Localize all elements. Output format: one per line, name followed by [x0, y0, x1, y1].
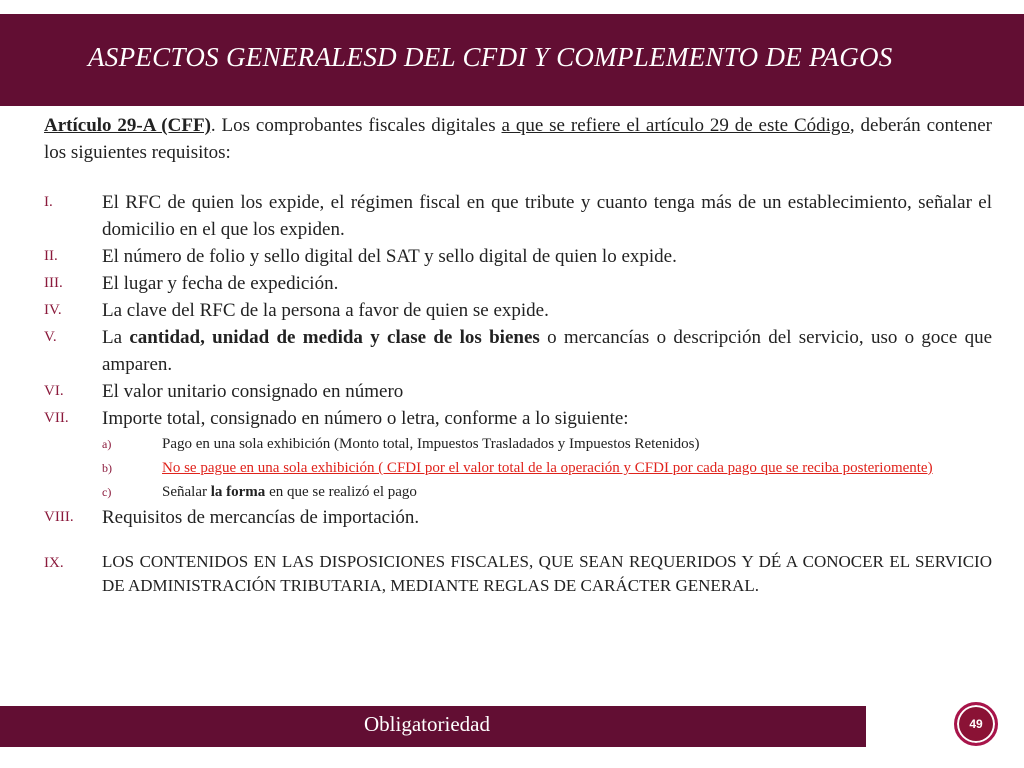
item-text-post: o mercancías o descripción del servicio, uso o goce que amparen. [102, 327, 993, 375]
item-number: VI. [44, 383, 64, 399]
requirement-item [44, 189, 992, 243]
requirement-item [44, 297, 992, 324]
requirement-item [44, 378, 992, 405]
sub-item-text-bold: la forma [210, 484, 266, 500]
sub-item-text: Pago en una sola exhibición (Monto total, Impuestos Trasladados y Impuestos Retenidos) [162, 436, 700, 452]
item-text-pre: La [102, 327, 130, 348]
requirement-item [44, 270, 992, 297]
item-text: El número de folio y sello digital del SAT y sello digital de quien lo expide. [102, 246, 677, 267]
item-number: I. [44, 194, 53, 210]
requirement-item [44, 324, 992, 378]
intro-text-end: , deberán contener los siguientes requisitos: [44, 115, 992, 163]
slide-content [44, 112, 992, 598]
item-number: V. [44, 329, 57, 345]
sub-item-text-highlight: No se pague en una sola exhibición ( CFDI por el valor total de la operación y CFDI por cada pago que se reciba posteriomente) [162, 460, 933, 476]
article-29-reference: a que se refiere el artículo 29 de este Código [501, 115, 850, 136]
requirement-item [44, 243, 992, 270]
footer-label: Obligatoriedad [364, 712, 490, 736]
page-number-badge [954, 702, 998, 746]
item-text: El RFC de quien los expide, el régimen fiscal en que tribute y cuanto tenga más de un establecimiento, señalar el domicilio en el que los expiden. [102, 192, 992, 240]
item-text: LOS CONTENIDOS EN LAS DISPOSICIONES FISCALES, QUE SEAN REQUERIDOS Y DÉ A CONOCER EL SERVICIO DE ADMINISTRACIÓN TRIBUTARIA, MEDIANTE REGLAS DE CARÁCTER GENERAL. [102, 552, 992, 595]
intro-text: . Los comprobantes fiscales digitales [210, 115, 502, 136]
requirement-item [44, 550, 992, 598]
sub-item [102, 480, 992, 504]
sub-item-letter: c) [102, 485, 112, 499]
sub-item-text [162, 480, 992, 504]
item-text [102, 324, 992, 378]
item-text: Requisitos de mercancías de importación. [102, 507, 420, 528]
spacer [44, 531, 992, 550]
title-banner [0, 14, 1024, 106]
sub-item-text-post: en que se realizó el pago [265, 484, 417, 500]
sub-item [102, 432, 992, 456]
sub-item-text-pre: Señalar [162, 484, 211, 500]
item-text: Importe total, consignado en número o letra, conforme a lo siguiente: [102, 408, 629, 429]
sub-item [102, 456, 992, 480]
item-number: III. [44, 275, 63, 291]
item-text: El lugar y fecha de expedición. [102, 273, 339, 294]
article-reference: Artículo 29-A (CFF) [44, 115, 211, 136]
item-text: El valor unitario consignado en número [102, 381, 404, 402]
requirement-item [44, 504, 992, 531]
item-text: La clave del RFC de la persona a favor de quien se expide. [102, 300, 549, 321]
item-number: IX. [44, 555, 64, 571]
intro-paragraph [44, 112, 992, 166]
item-number: II. [44, 248, 58, 264]
item-text-bold: cantidad, unidad de medida y clase de los bienes [129, 327, 540, 348]
requirement-item [44, 405, 992, 432]
item-number: VII. [44, 410, 69, 426]
sub-item-letter: b) [102, 461, 112, 475]
slide-title: ASPECTOS GENERALESD DEL CFDI Y COMPLEMENTO DE PAGOS [88, 42, 893, 72]
item-number: VIII. [44, 509, 74, 525]
item-number: IV. [44, 302, 62, 318]
page-number: 49 [969, 717, 983, 731]
sub-item-letter: a) [102, 437, 112, 451]
footer-banner [0, 706, 866, 747]
